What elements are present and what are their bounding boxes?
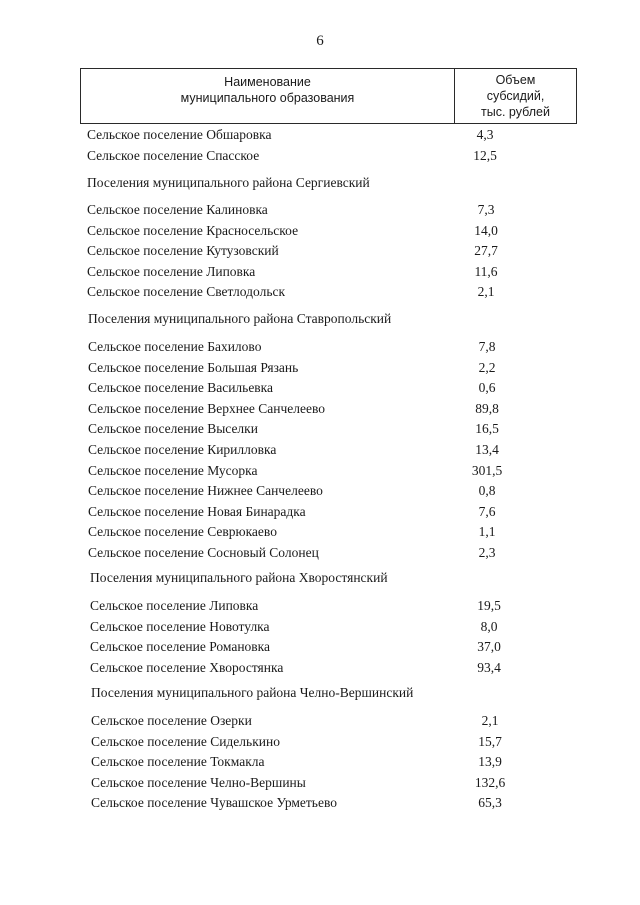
subsidy-value: 7,6 bbox=[478, 503, 496, 519]
header-name-cell bbox=[81, 74, 454, 106]
subsidy-value: 2,2 bbox=[478, 359, 496, 375]
subsidy-value: 2,1 bbox=[481, 713, 499, 728]
table-row bbox=[0, 711, 640, 731]
district-group-title: Поселения муниципального района Челно-Вершинский bbox=[91, 685, 414, 700]
subsidy-value: 14,0 bbox=[474, 222, 498, 238]
settlement-name: Сельское поселение Липовка bbox=[87, 263, 256, 279]
table-row bbox=[0, 732, 640, 752]
subsidy-value: 7,8 bbox=[478, 339, 496, 354]
settlement-name: Сельское поселение Сосновый Солонец bbox=[88, 545, 319, 560]
subsidy-value: 0,8 bbox=[478, 483, 496, 499]
header-volume-line2: субсидий, bbox=[486, 89, 545, 103]
settlement-name: Сельское поселение Романовка bbox=[90, 639, 271, 655]
page-number: 6 bbox=[316, 33, 324, 49]
subsidy-value: 93,4 bbox=[477, 659, 501, 675]
table-row bbox=[0, 522, 640, 542]
table-row bbox=[0, 481, 640, 501]
subsidy-value: 2,1 bbox=[477, 284, 495, 300]
table-row bbox=[0, 399, 640, 419]
settlement-name: Сельское поселение Калиновка bbox=[87, 202, 268, 217]
table-row bbox=[0, 262, 640, 282]
subsidy-value: 4,3 bbox=[476, 127, 494, 142]
settlement-name: Сельское поселение Липовка bbox=[90, 598, 259, 613]
settlement-name: Сельское поселение Верхнее Санчелеево bbox=[88, 400, 326, 416]
settlement-name: Сельское поселение Мусорка bbox=[88, 462, 258, 478]
subsidy-value: 65,3 bbox=[478, 795, 502, 811]
table-row bbox=[0, 337, 640, 357]
settlement-name: Сельское поселение Сиделькино bbox=[91, 733, 280, 749]
table-row bbox=[0, 658, 640, 678]
table-row bbox=[0, 358, 640, 378]
subsidy-value: 0,6 bbox=[478, 380, 496, 396]
subsidy-value: 15,7 bbox=[478, 733, 502, 749]
district-group-title: Поселения муниципального района Ставропольский bbox=[88, 311, 392, 326]
table-header bbox=[80, 68, 577, 124]
subsidy-value: 301,5 bbox=[471, 462, 503, 478]
subsidy-value: 1,1 bbox=[478, 524, 496, 540]
settlement-name: Сельское поселение Новотулка bbox=[90, 618, 270, 634]
subsidy-value: 37,0 bbox=[477, 639, 501, 655]
table-row bbox=[0, 596, 640, 616]
settlement-name: Сельское поселение Кирилловка bbox=[88, 442, 277, 457]
table-row bbox=[0, 502, 640, 522]
table-row bbox=[0, 200, 640, 220]
subsidy-value: 8,0 bbox=[480, 618, 498, 634]
table-row bbox=[0, 282, 640, 302]
table-row bbox=[0, 617, 640, 637]
subsidy-value: 13,9 bbox=[478, 754, 502, 770]
settlement-name: Сельское поселение Озерки bbox=[91, 713, 252, 728]
settlement-name: Сельское поселение Челно-Вершины bbox=[91, 774, 306, 790]
table-row bbox=[0, 241, 640, 261]
settlement-name: Сельское поселение Чувашское Урметьево bbox=[91, 795, 337, 811]
settlement-name: Сельское поселение Обшаровка bbox=[87, 127, 272, 142]
subsidy-value: 19,5 bbox=[477, 598, 501, 613]
settlement-name: Сельское поселение Токмакла bbox=[91, 754, 265, 770]
settlement-name: Сельское поселение Спасское bbox=[87, 147, 260, 163]
header-volume-line3: тыс. рублей bbox=[481, 105, 550, 119]
district-group-title: Поселения муниципального района Хворостянский bbox=[90, 570, 388, 585]
table-row bbox=[0, 793, 640, 813]
settlement-name: Сельское поселение Севрюкаево bbox=[88, 524, 277, 540]
table-row bbox=[0, 440, 640, 460]
settlement-name: Сельское поселение Красносельское bbox=[87, 222, 299, 238]
table-row bbox=[0, 461, 640, 481]
table-row bbox=[0, 637, 640, 657]
header-volume-cell bbox=[455, 72, 576, 120]
table-row bbox=[0, 221, 640, 241]
table-row bbox=[0, 146, 640, 166]
subsidy-value: 132,6 bbox=[474, 774, 506, 790]
table-row bbox=[0, 419, 640, 439]
settlement-name: Сельское поселение Кутузовский bbox=[87, 243, 279, 259]
table-row bbox=[0, 752, 640, 772]
subsidy-value: 7,3 bbox=[477, 202, 495, 217]
header-volume-line1: Объем bbox=[495, 73, 536, 87]
subsidy-value: 89,8 bbox=[475, 400, 499, 416]
table-row bbox=[0, 125, 640, 145]
subsidy-value: 16,5 bbox=[475, 421, 499, 437]
settlement-name: Сельское поселение Новая Бинарадка bbox=[88, 503, 306, 519]
settlement-name: Сельское поселение Хворостянка bbox=[90, 659, 284, 675]
subsidy-value: 2,3 bbox=[478, 545, 496, 560]
settlement-name: Сельское поселение Светлодольск bbox=[87, 284, 286, 300]
table-row bbox=[0, 773, 640, 793]
settlement-name: Сельское поселение Нижнее Санчелеево bbox=[88, 483, 323, 499]
district-group-title: Поселения муниципального района Сергиевский bbox=[87, 175, 370, 190]
subsidy-value: 13,4 bbox=[475, 442, 499, 457]
settlement-name: Сельское поселение Васильевка bbox=[88, 380, 274, 396]
subsidy-value: 12,5 bbox=[473, 147, 497, 163]
subsidy-value: 27,7 bbox=[474, 243, 498, 259]
settlement-name: Сельское поселение Большая Рязань bbox=[88, 359, 299, 375]
table-row bbox=[0, 378, 640, 398]
settlement-name: Сельское поселение Выселки bbox=[88, 421, 258, 437]
table-row bbox=[0, 543, 640, 563]
header-name-line1: Наименование bbox=[224, 75, 311, 89]
settlement-name: Сельское поселение Бахилово bbox=[88, 339, 262, 354]
header-name-line2: муниципального образования bbox=[180, 91, 355, 105]
subsidy-value: 11,6 bbox=[474, 263, 498, 279]
